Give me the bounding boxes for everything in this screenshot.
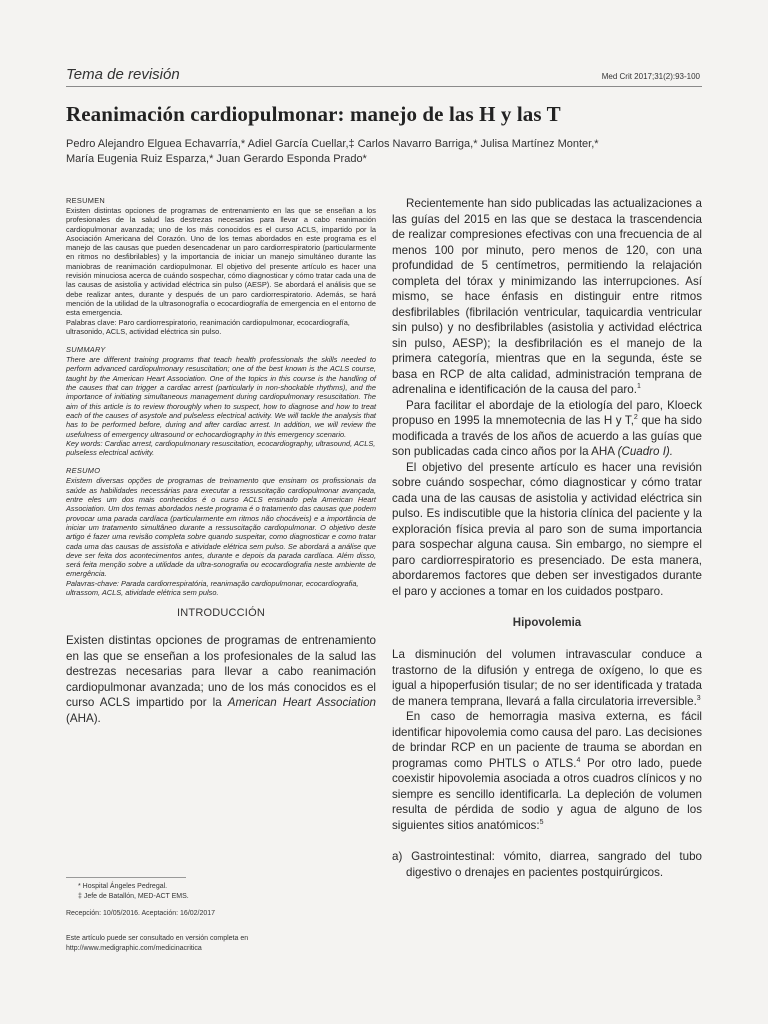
p1-text: Recientemente han sido publicadas las actualizaciones a las guías del 2015 en las que se destaca la trascendencia de realizar compresiones efectivas con una frecuencia de al menos 100 por minuto, pero menos de 120, con una profundidad de 5 centímetros, permitiendo la relajación completa del tórax y minimizando las interrupciones. Así mismo, se hace énfasis en distinguir entre ritmos desfibrilables (fibrilación ventricular, taquicardia ventricular sin pulso) y no desfibrilables (asistolia y actividad eléctrica sin pulso, AESP); la desfibrilación es el manejo de la primera categoría, mientras que en la segunda, éste se basa en RCP de alta calidad, administración temprana de adrenalina e identificación de la causa del paro. <box>392 197 702 396</box>
footnote-rule <box>66 877 186 878</box>
ref-5: 5 <box>539 818 544 826</box>
p2-text-b: que ha sido modificada a través de los años de acuerdo a las guías que son publicadas cada cinco años por la AHA <box>392 414 703 458</box>
resumo-keywords: Palavras-chave: Parada cardiorrespiratória, reanimação cardiopulmonar, ecocardiografia, ultrassom, ACLS, atividade elétrica sem pulso. <box>66 578 359 597</box>
header-rule <box>66 86 702 87</box>
resumen-keywords: Palabras clave: Paro cardiorrespiratorio, reanimación cardiopulmonar, ecocardiografía, ultrasonido, ACLS, actividad eléctrica sin pulso. <box>66 317 350 336</box>
intro-text-a: Existen distintas opciones de programas de entrenamiento en las que se enseñan a los profesionales de la salud las destrezas necesarias para llevar a cabo reanimación cardiopulmonar avanzada; uno de los más conocidos es el curso ACLS impartido por la <box>66 634 376 710</box>
summary-keywords: Key words: Cardiac arrest, cardiopulmonary resuscitation, ecocardiography, ultrasound, ACLS, pulseless electrical activity. <box>66 438 376 458</box>
resumen-text: Existen distintas opciones de programas de entrenamiento en las que se enseñan a los profesionales de la salud las destrezas necesarias para llevar a cabo reanimación cardiopulmonar avanzada; uno de los más conocidos es el curso ACLS, impartido por la Asociación Americana del Corazón. Uno de los temas abordados en este programa es el manejo de las causas que pueden desencadenar un paro cardiorrespiratorio (particularmente en ritmos no desfibrilables) y la importancia de iniciar un manejo simultáneo durante las maniobras de reanimación cardiopulmonar. El objetivo del presente artículo es hacer una revisión minuciosa acerca de cuándo sospechar, cómo diagnosticar y cómo tratar cada una de las causas de asistolia y actividad eléctrica sin pulso (AESP). Se abordará el análisis que se debe realizar antes, durante y después de un paro cardiorrespiratorio. Además, se hará mención de la utilidad de la ultrasonografía o ecocardiografía de emergencia en el entorno de esta emergencia. <box>66 206 376 318</box>
author-list <box>66 137 706 167</box>
paragraph-mnemonic <box>392 398 702 460</box>
p2-text-a: Para facilitar el abordaje de la etiología del paro, Kloeck propuso en 1995 la mnemotecnia de las H y T, <box>392 398 702 427</box>
p2-table-ref: (Cuadro I). <box>617 445 674 458</box>
intro-text-b: (AHA). <box>66 711 101 725</box>
section-label: Tema de revisión <box>66 66 180 83</box>
journal-reference: Med Crit 2017;31(2):93-100 <box>601 72 700 81</box>
paragraph-hipovolemia-2 <box>392 709 702 833</box>
intro-text-italic: American Heart Association <box>227 696 376 710</box>
resumen-heading: RESUMEN <box>66 196 106 205</box>
introduction-heading: INTRODUCCIÓN <box>177 607 265 620</box>
ref-4: 4 <box>576 756 581 764</box>
ref-3: 3 <box>696 694 701 702</box>
hipovolemia-heading: Hipovolemia <box>512 617 582 629</box>
online-version-note: Este artículo puede ser consultado en versión completa en http://www.medigraphic.com/medicinacritica <box>66 935 249 952</box>
footnote-2: ‡ Jefe de Batallón, MED-ACT EMS. <box>78 893 189 900</box>
article-title: Reanimación cardiopulmonar: manejo de las H y las T <box>66 102 561 126</box>
resumo-text: Existem diversas opções de programas de treinamento que ensinam os profissionais da saúde as habilidades necessárias para executar a ressuscitação cardiopulmonar avançada, entre eles um dos mais conhecidos é o curso ACLS ensinado pela American Heart Association. Um dos temas abordados neste programa é o tratamento das causas que podem provocar uma parada cardíaca (particularmente em ritmos não chocáveis) e a importância de iniciar um tratamento simultâneo durante a ressuscitação cardiopulmonar. O objetivo deste artigo é fazer uma revisão completa sobre quando suspeitar, como diagnosticar e como tratar cada uma das causas de assistolia e atividade elétrica sem pulso. Se abordará a análise que deve ser feita dos acontecimentos antes, durante e depois da parada cardíaca. Além disso, será feita menção sobre a utilidade da ultra-sonografia ou ecocardiografia neste ambiente de emergência. <box>66 476 376 579</box>
paragraph-guidelines <box>392 196 702 398</box>
author-line-1: Pedro Alejandro Elguea Echavarría,* Adiel García Cuellar,‡ Carlos Navarro Barriga,* Julisa Martínez Monter,* <box>66 138 599 150</box>
footnote-1: * Hospital Ángeles Pedregal. <box>78 883 168 890</box>
ref-1: 1 <box>636 383 641 391</box>
left-column <box>66 196 376 726</box>
affiliations <box>66 882 366 902</box>
summary-heading: SUMMARY <box>66 345 106 355</box>
summary-block <box>66 345 376 457</box>
p5-text-a: En caso de hemorragia masiva externa, es fácil identificar hipovolemia como causa del paro. Las decisiones de brindar RCP en un paciente de trauma se abordan en programas como PHTLS o ATLS. <box>392 710 702 770</box>
resumo-heading: RESUMO <box>66 466 101 476</box>
paragraph-objective: El objetivo del presente artículo es hacer una revisión sobre cuándo sospechar, cómo diagnosticar y cómo tratar cada una de las causas de asistolia y actividad eléctrica sin pulso. Es indiscutible que la historia clínica del paciente y la exploración física previa al paro son de suma importancia para sospechar alguna causa. Sin embargo, no siempre el paro cardiorrespiratorio es presenciado. De esta manera, abordaremos factores que deben ser investigados durante el paro y acciones a tomar en los cuidados postparo. <box>392 460 702 598</box>
p4-text: La disminución del volumen intravascular conduce a trastorno de la difusión y entrega de oxígeno, lo que es igual a hipoperfusión tisular; de no ser identificada y tratada de manera temprana, llevará a falla circulatoria irreversible. <box>392 648 702 708</box>
author-line-2: María Eugenia Ruiz Esparza,* Juan Gerardo Esponda Prado* <box>66 153 367 165</box>
right-column <box>392 196 702 880</box>
received-dates: Recepción: 10/05/2016. Aceptación: 16/02/2017 <box>66 910 216 917</box>
summary-text: There are different training programs that teach health professionals the skills needed to perform advanced cardiopulmonary resuscitation; one of the best known is the ACLS course, taught by the American Heart Association. One of the topics in this course is the handling of the causes that can trigger a cardiac arrest (particularly in non-shockable rhythms), and the importance of initiating simultaneous management during cardiopulmonary resuscitation. The aim of this article is to review thoroughly when to suspect, how to diagnose and how to treat each of the causes of asystole and pulseless electrical activity. We will tackle the analysis that has to be performed before, during and after cardiac arrest. In addition, we will review the usefulness of emergency ultrasound or echocardiography in this emergency scenario. <box>66 355 376 439</box>
resumo-block <box>66 466 376 597</box>
resumen-block <box>66 196 376 336</box>
paragraph-hipovolemia-1 <box>392 647 702 709</box>
list-item-gastrointestinal: a) Gastrointestinal: vómito, diarrea, sangrado del tubo digestivo o drenajes en pacientes postquirúrgicos. <box>392 850 702 879</box>
ref-2: 2 <box>633 414 638 422</box>
introduction-paragraph <box>66 633 376 726</box>
p5-text-b: Por otro lado, puede coexistir hipovolemia asociada a otros cuadros clínicos y no siempre es sencillo identificarla. La depleción de volumen resulta de pérdida de sodio y agua de alguno de los siguientes sitios anatómicos: <box>392 756 702 832</box>
